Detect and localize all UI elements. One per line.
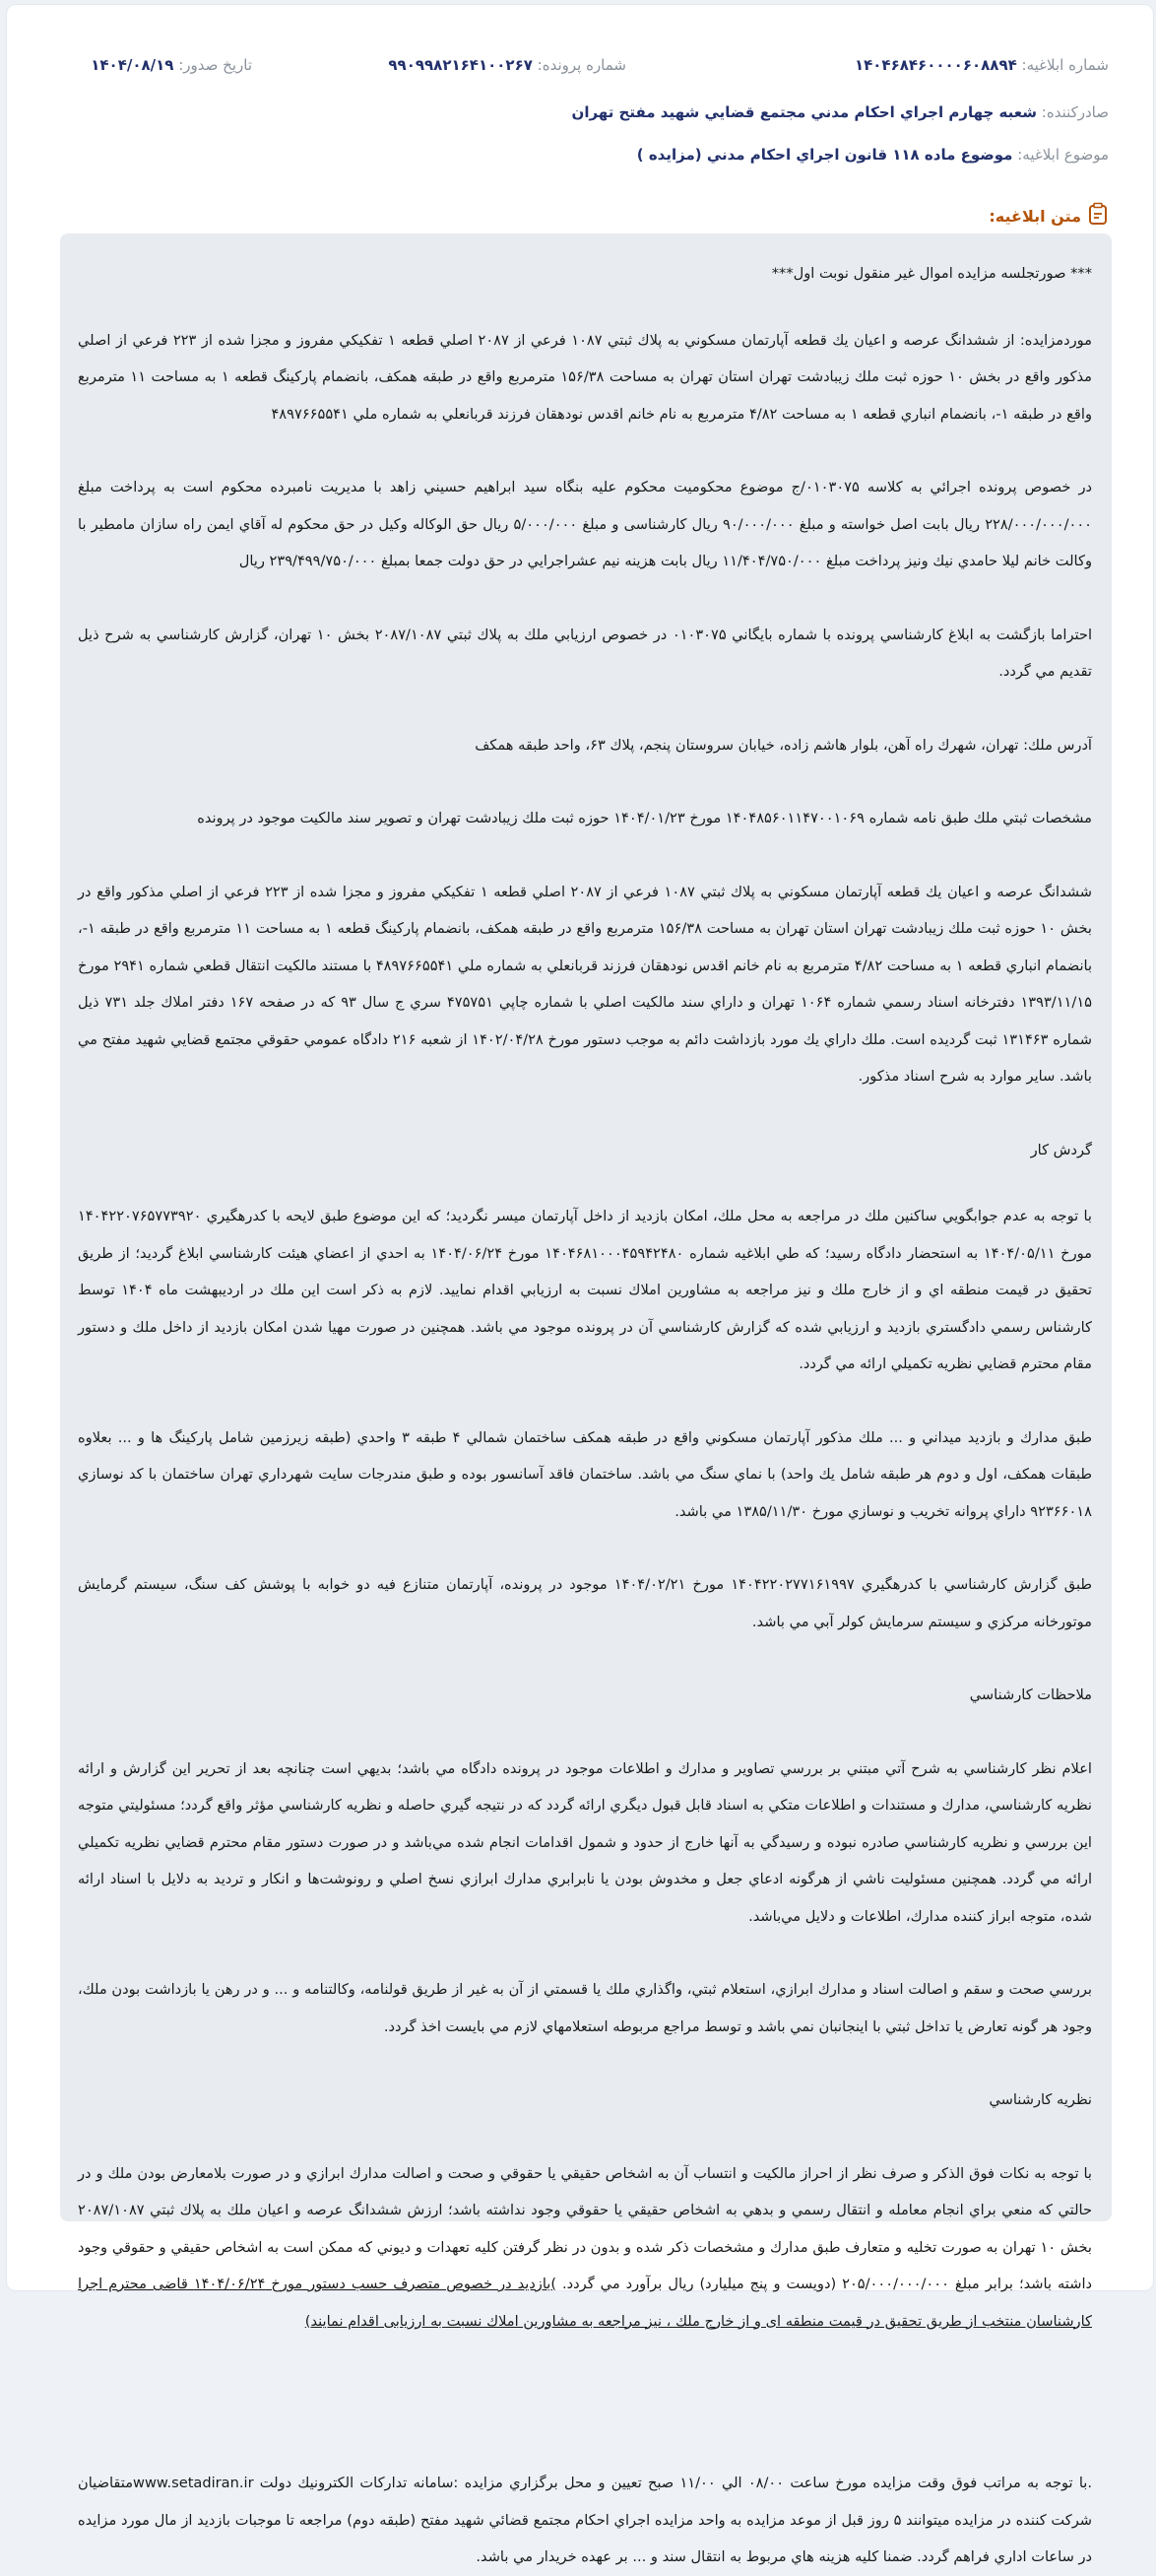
paragraph-auction-terms: .با توجه به مراتب فوق وقت مزايده مورخ ساعت ۰۸/۰۰ الي ۱۱/۰۰ صبح تعيين و محل برگزاري مزايده :سامانه تداركات الكترونيك دولت www.setadiran.irمتقاضيان شركت كننده در مزايده ميتوانند ۵ روز قبل از موعد مزايده به واحد مزايده اجراي احكام مجتمع قضائي شهيد مفتح (طبقه دوم) مراجعه تا موجبات بازديد از مال مورد مزايده در ساعات اداري فراهم گردد. ضمنا كليه هزينه هاي مربوط به انتقال سند و ... بر عهده خريدار مي باشد. bbox=[78, 2475, 1092, 2565]
subject bbox=[637, 146, 1109, 164]
paragraph-valuation bbox=[78, 2155, 1092, 2341]
issue-date-value: ۱۴۰۴/۰۸/۱۹ bbox=[91, 56, 174, 74]
issuer bbox=[572, 103, 1109, 121]
heading-expert-notes: ملاحظات كارشناسي bbox=[969, 1686, 1092, 1703]
spacer bbox=[78, 2376, 1092, 2465]
paragraph-property-details: ششدانگ عرصه و اعيان يك قطعه آپارتمان مسكوني به پلاك ثبتي ۱۰۸۷ فرعي از ۲۰۸۷ اصلي قطعه ۱ تفكيكي مفروز و مجزا شده از ۲۲۳ فرعي از اصلي مذكور واقع در بخش ۱۰ حوزه ثبت ملك زيبادشت تهران استان تهران به مساحت ۱۵۶/۳۸ مترمربع واقع در طبقه همكف، بانضمام پاركينگ قطعه ۱ به مساحت ۱۱ مترمربع واقع در طبقه ۱-، بانضمام انباري قطعه ۱ به مساحت ۴/۸۲ مترمربع به نام خانم اقدس نودهقان فرزند قربانعلي به شماره ملي ۴۸۹۷۶۶۵۵۴۱ با مستند مالكيت انتقال قطعي شماره ۲۹۴۱ مورخ ۱۳۹۳/۱۱/۱۵ دفترخانه اسناد رسمي شماره ۱۰۶۴ تهران و داراي سند مالكيت اصلي با شماره چاپي ۴۷۵۷۵۱ سري ج سال ۹۳ كه در صفحه ۱۶۷ دفتر املاك جلد ۷۳۱ ذيل شماره ۱۳۱۴۶۳ ثبت گرديده است. ملك داراي يك مورد بازداشت دائم به موجب دستور مورخ ۱۴۰۲/۰۴/۲۸ از شعبه ۲۱۶ دادگاه عمومي حقوقي مجتمع قضايي شهيد مفتح مي باشد. ساير موارد به شرح اسناد مذكور. bbox=[78, 883, 1093, 1085]
paragraph-building: طبق مدارك و بازديد ميداني و ... ملك مذكور آپارتمان مسكوني واقع در طبقه همكف ساختمان شمالي ۴ طبقه ۳ واحدي (طبقه زيرزمين شامل پاركينگ ها و ... بعلاوه طبقات همكف، اول و دوم هر طبقه شامل يك واحد) با نماي سنگ مي باشد. ساختمان فاقد آسانسور بوده و طبق مندرجات سايت شهرداري تهران ساختمان با كد نوسازي ۹۲۳۶۶۰۱۸ داراي پروانه تخريب و نوسازي مورخ ۱۳۸۵/۱۱/۳۰ مي باشد. bbox=[78, 1428, 1092, 1520]
issue-date bbox=[91, 56, 252, 74]
auction-heading: *** صورتجلسه مزايده اموال غير منقول نوبت اول*** bbox=[771, 265, 1092, 282]
paragraph-intro: احتراما بازگشت به ابلاغ كارشناسي پرونده با شماره بايگاني ۰۱۰۳۰۷۵ در خصوص ارزيابي ملك به پلاك ثبتي ۲۰۸۷/۱۰۸۷ بخش ۱۰ تهران، گزارش كارشناسي به شرح ذيل تقديم مي گردد. bbox=[78, 626, 1092, 680]
case-number-label: شماره پرونده: bbox=[537, 56, 626, 74]
issuer-label: صادرکننده: bbox=[1041, 103, 1109, 121]
issue-date-label: تاريخ صدور: bbox=[178, 56, 252, 74]
notice-number-value: ۱۴۰۴۶۸۴۶۰۰۰۰۶۰۸۸۹۴ bbox=[854, 56, 1017, 74]
valuation-text: با توجه به نكات فوق الذكر و صرف نظر از احراز مالكيت و انتساب آن به اشخاص حقيقي يا حقوقي و صحت و اصالت مدارك ابرازي و در صورت بلامعارض بودن ملك و در حالتي كه منعي براي انجام معامله و انتقال رسمي و بدهي به اشخاص حقيقي يا حقوقي وجود نداشته باشد؛ ارزش ششدانگ عرصه و اعيان ملك به پلاك ثبتي ۲۰۸۷/۱۰۸۷ بخش ۱۰ تهران به صورت تخليه و متعارف طبق مدارك و مشخصات ذكر شده و بدون در نظر گرفتن كليه تعهدات و ديوني كه ممكن است به اشخاص حقيقي و حقوقي وجود داشته باشد؛ برابر مبلغ ۲۰۵/۰۰۰/۰۰۰/۰۰۰ (دويست و پنج ميليارد) ريال برآورد مي گردد. bbox=[78, 2164, 1092, 2292]
notice-body bbox=[60, 233, 1112, 2565]
case-number-value: ۹۹۰۹۹۸۲۱۶۴۱۰۰۲۶۷ bbox=[388, 56, 533, 74]
paragraph-verification: بررسي صحت و سقم و اصالت اسناد و مدارك ابرازي، استعلام ثبتي، واگذاري ملك يا قسمتي از آن به غير از طريق قولنامه، وكالتنامه و ... و در رهن يا بازداشت بودن ملك، وجود هر گونه تعارض يا تداخل ثبتي با اينجانبان نمي باشد و توسط مراجع مربوطه استعلامهاي لازم مي بايست اخذ گردد. bbox=[78, 1981, 1092, 2035]
notice-text-title: متن ابلاغيه: bbox=[989, 206, 1081, 226]
notice-number-label: شماره ابلاغيه: bbox=[1021, 56, 1109, 74]
paragraph-expert-notes: اعلام نظر كارشناسي به شرح آتي مبتني بر بررسي تصاوير و مدارك و اطلاعات موجود در پرونده دادگاه مي باشد؛ بديهي است چنانچه بعد از تحرير اين گزارش و ارائه نظريه كارشناسي، مدارك و مستندات و اطلاعات متكي به اسناد قابل قبول ديگري ارائه گردد كه در نتيجه گيري حاصله و نظريه كارشناسي مؤثر واقع گردد؛ مسئوليتي متوجه اين بررسي و نظريه كارشناسي صادره نبوده و رسيدگي به آنها خارج از حدود و شمول اقدامات انجام شده مي‌باشد و در صورت دستور مقام محترم قضايي نظريه تكميلي ارائه مي گردد. همچنين مسئوليت ناشي از هرگونه ادعاي جعل و مخدوش بودن يا نابرابري مدارك ابرازي نسخ اصلي و رونوشت‌ها و انكار و ترديد به دلايل با اسناد ارائه شده، متوجه ابراز كننده مدارك، اطلاعات و دلايل مي‌باشد. bbox=[78, 1759, 1092, 1925]
case-number bbox=[388, 56, 626, 74]
paragraph-case: در خصوص پرونده اجرائي به كلاسه ۰۱۰۳۰۷۵/ج موضوع محكوميت محكوم عليه بنگاه سيد ابراهيم حسيني زاهد با مديريت نامبرده محكوم است به پرداخت مبلغ ۲۲۸/۰۰۰/۰۰۰/۰۰۰ ريال بابت اصل خواسته و مبلغ ۹۰/۰۰۰/۰۰۰ ريال كارشناسی و مبلغ ۵/۰۰۰/۰۰۰ ريال حق الوكاله وكيل در حق محكوم له آقاي ايمن راه سازان مامطير با وكالت خانم ليلا حامدي نيك ونيز پرداخت مبلغ ۱۱/۴۰۴/۷۵۰/۰۰۰ ريال بابت هزينه نيم عشراجرايي در حق دولت جمعا بمبلغ ۲۳۹/۴۹۹/۷۵۰/۰۰۰ ريال bbox=[78, 479, 1093, 569]
subject-value: موضوع ماده ۱۱۸ قانون اجراي احكام مدني (مزايده ) bbox=[636, 146, 1013, 164]
issuer-value: شعبه چهارم اجراي احكام مدني مجتمع قضايي شهيد مفتح تهران bbox=[571, 103, 1037, 121]
paragraph-auction-item: موردمزايده: از ششدانگ عرصه و اعيان يك قطعه آپارتمان مسكوني به پلاك ثبتي ۱۰۸۷ فرعي از ۲۰۸۷ اصلي قطعه ۱ تفكيكي مفروز و مجزا شده از ۲۲۳ فرعي از اصلي مذكور واقع در بخش ۱۰ حوزه ثبت ملك زيبادشت تهران استان تهران به مساحت ۱۵۶/۳۸ مترمربع واقع در طبقه همكف، بانضمام پاركينگ قطعه ۱ به مساحت ۱۱ مترمربع واقع در طبقه ۱-، بانضمام انباري قطعه ۱ به مساحت ۴/۸۲ مترمربع به نام خانم اقدس نودهقان فرزند قربانعلي به شماره ملي ۴۸۹۷۶۶۵۵۴۱ bbox=[78, 331, 1092, 423]
notice-text-heading bbox=[989, 202, 1109, 230]
paragraph-workflow: با توجه به عدم جوابگويي ساكنين ملك در مراجعه به محل ملك، امكان بازديد از داخل آپارتمان ميسر نگرديد؛ كه اين موضوع طبق لايحه با كدرهگيري ۱۴۰۴۲۲۰۷۶۵۷۷۳۹۲۰ مورخ ۱۴۰۴/۰۵/۱۱ به استحضار دادگاه رسيد؛ كه طي ابلاغيه شماره ۱۴۰۴۶۸۱۰۰۰۴۵۹۴۲۴۸۰ مورخ ۱۴۰۴/۰۶/۲۴ به احدي از اعضاي هيئت كارشناسي ابلاغ گرديد؛ از طريق تحقيق در قيمت منطقه اي و از خارج ملك و نيز مراجعه به مشاورين املاك نسبت به ارزيابي اقدام نماييد. لازم به ذكر است اين ملك در ارديبهشت ماه ۱۴۰۴ توسط كارشناس رسمي دادگستري بازديد و ارزيابي شده كه گزارش كارشناسي آن در پرونده موجود مي باشد. همچنين در صورت مهيا شدن امكان بازديد از داخل ملك و دستور مقام محترم قضايي نظريه تكميلي ارائه مي گردد. bbox=[78, 1208, 1092, 1372]
heading-expert-opinion: نظريه كارشناسي bbox=[989, 2091, 1092, 2108]
notice-meta-row bbox=[51, 56, 1109, 88]
subject-label: موضوع ابلاغيه: bbox=[1017, 146, 1109, 164]
heading-workflow: گردش كار bbox=[1030, 1141, 1092, 1158]
paragraph-report: طبق گزارش كارشناسي با كدرهگيري ۱۴۰۴۲۲۰۲۷۷۱۶۱۹۹۷ مورخ ۱۴۰۴/۰۲/۲۱ موجود در پرونده، آپارتمان متنازع فيه دو خوابه با پوشش كف سنگ، سيستم گرمايش موتورخانه مركزي و سيستم سرمايش كولر آبي مي باشد. bbox=[78, 1576, 1092, 1630]
notice-number bbox=[855, 56, 1109, 74]
paragraph-address: آدرس ملك: تهران، شهرك راه آهن، بلوار هاشم زاده، خيابان سروستان پنجم، پلاك ۶۳، واحد طبقه همكف bbox=[475, 736, 1092, 754]
paragraph-registry: مشخصات ثبتي ملك طبق نامه شماره ۱۴۰۴۸۵۶۰۱۱۴۷۰۰۱۰۶۹ مورخ ۱۴۰۴/۰۱/۲۳ حوزه ثبت ملك زيبادشت تهران و تصوير سند مالكيت موجود در پرونده bbox=[197, 810, 1092, 826]
valuation-underlined-note: )بازديد در خصوص متصرف حسب دستور مورخ ۱۴۰۴/۰۶/۲۴ قاضی محترم اجرا كارشناسان منتخب از طريق تحقيق در قيمت منطقه ای و از خارج ملك ، نيز مراجعه به مشاورين املاك نسبت به ارزيابی اقدام نمايند) bbox=[78, 2276, 1092, 2330]
notice-card bbox=[6, 4, 1154, 2565]
document-icon bbox=[1087, 202, 1109, 230]
